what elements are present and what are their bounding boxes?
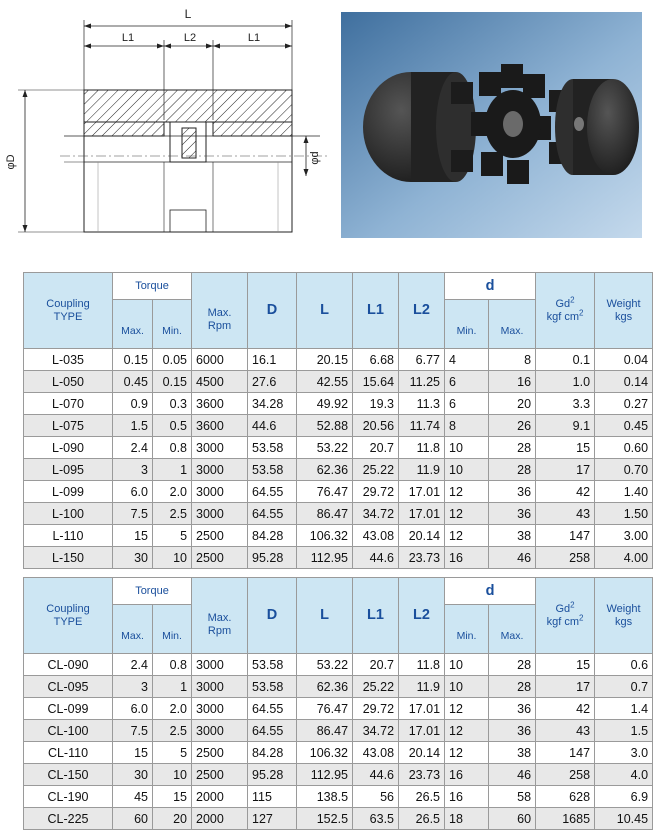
cell-d-min: 16 bbox=[445, 547, 489, 569]
cell-torque-max: 0.9 bbox=[113, 393, 153, 415]
cell-d-max: 36 bbox=[489, 503, 536, 525]
cell-d-max: 38 bbox=[489, 525, 536, 547]
cell-max-rpm: 2000 bbox=[192, 808, 248, 830]
dimension-L2-label: L2 bbox=[183, 32, 197, 44]
cell-gd2: 258 bbox=[536, 764, 595, 786]
cell-L: 76.47 bbox=[297, 481, 353, 503]
cell-L2: 6.77 bbox=[399, 349, 445, 371]
cell-weight: 0.6 bbox=[595, 654, 653, 676]
cell-torque-max: 3 bbox=[113, 676, 153, 698]
cell-D: 53.58 bbox=[248, 676, 297, 698]
cell-torque-max: 7.5 bbox=[113, 720, 153, 742]
header-d: d bbox=[445, 578, 536, 605]
cell-torque-max: 30 bbox=[113, 764, 153, 786]
cell-d-max: 28 bbox=[489, 459, 536, 481]
cell-type: CL-090 bbox=[24, 654, 113, 676]
cell-max-rpm: 3600 bbox=[192, 415, 248, 437]
dimension-L1-right-label: L1 bbox=[247, 32, 261, 44]
cell-gd2: 15 bbox=[536, 654, 595, 676]
header-coupling-type: Coupling TYPE bbox=[24, 578, 113, 654]
cell-L: 106.32 bbox=[297, 742, 353, 764]
cell-D: 115 bbox=[248, 786, 297, 808]
cell-L2: 20.14 bbox=[399, 742, 445, 764]
cell-max-rpm: 2000 bbox=[192, 786, 248, 808]
cell-L: 112.95 bbox=[297, 764, 353, 786]
cell-torque-min: 10 bbox=[153, 764, 192, 786]
cell-d-min: 18 bbox=[445, 808, 489, 830]
cell-weight: 0.04 bbox=[595, 349, 653, 371]
table-row bbox=[24, 764, 653, 786]
table-row bbox=[24, 786, 653, 808]
cell-gd2: 3.3 bbox=[536, 393, 595, 415]
cell-d-max: 60 bbox=[489, 808, 536, 830]
cell-L: 53.22 bbox=[297, 654, 353, 676]
cell-L: 62.36 bbox=[297, 459, 353, 481]
cell-max-rpm: 3000 bbox=[192, 503, 248, 525]
header-L2: L2 bbox=[399, 578, 445, 654]
cell-weight: 0.7 bbox=[595, 676, 653, 698]
cell-L1: 20.7 bbox=[353, 437, 399, 459]
cell-d-max: 28 bbox=[489, 437, 536, 459]
cell-L: 49.92 bbox=[297, 393, 353, 415]
gd2-unit-superscript: 2 bbox=[579, 307, 584, 317]
cell-D: 53.58 bbox=[248, 654, 297, 676]
header-torque-max: Max. bbox=[113, 300, 153, 349]
cell-torque-min: 0.05 bbox=[153, 349, 192, 371]
header-coupling-type: Coupling TYPE bbox=[24, 273, 113, 349]
cell-weight: 1.5 bbox=[595, 720, 653, 742]
cell-D: 53.58 bbox=[248, 459, 297, 481]
cell-L1: 20.56 bbox=[353, 415, 399, 437]
gd2-label: Gd bbox=[555, 297, 571, 310]
cell-L2: 17.01 bbox=[399, 720, 445, 742]
cell-d-min: 6 bbox=[445, 393, 489, 415]
dimension-L-label: L bbox=[184, 7, 192, 21]
header-torque-min: Min. bbox=[153, 605, 192, 654]
cell-d-min: 12 bbox=[445, 720, 489, 742]
cell-D: 95.28 bbox=[248, 547, 297, 569]
cell-weight: 0.27 bbox=[595, 393, 653, 415]
table-row bbox=[24, 654, 653, 676]
cell-gd2: 43 bbox=[536, 720, 595, 742]
cell-L2: 23.73 bbox=[399, 764, 445, 786]
cell-torque-min: 2.5 bbox=[153, 720, 192, 742]
cell-torque-max: 2.4 bbox=[113, 437, 153, 459]
cell-gd2: 147 bbox=[536, 525, 595, 547]
cell-max-rpm: 2500 bbox=[192, 525, 248, 547]
cell-L: 76.47 bbox=[297, 698, 353, 720]
cell-weight: 0.45 bbox=[595, 415, 653, 437]
table-row bbox=[24, 371, 653, 393]
table-row bbox=[24, 698, 653, 720]
cell-weight: 3.00 bbox=[595, 525, 653, 547]
cell-L1: 29.72 bbox=[353, 698, 399, 720]
cell-L2: 17.01 bbox=[399, 481, 445, 503]
cell-d-max: 28 bbox=[489, 654, 536, 676]
cell-gd2: 42 bbox=[536, 481, 595, 503]
cell-d-max: 28 bbox=[489, 676, 536, 698]
cell-torque-max: 0.15 bbox=[113, 349, 153, 371]
cell-torque-min: 0.5 bbox=[153, 415, 192, 437]
cell-type: CL-150 bbox=[24, 764, 113, 786]
header-L2: L2 bbox=[399, 273, 445, 349]
cell-weight: 1.50 bbox=[595, 503, 653, 525]
cell-d-max: 20 bbox=[489, 393, 536, 415]
cell-gd2: 1685 bbox=[536, 808, 595, 830]
header-torque: Torque bbox=[113, 273, 192, 300]
gd2-unit: kgf cm bbox=[546, 310, 579, 323]
gd2-unit: kgf cm bbox=[546, 615, 579, 628]
cell-d-min: 10 bbox=[445, 654, 489, 676]
cell-D: 64.55 bbox=[248, 698, 297, 720]
cell-D: 16.1 bbox=[248, 349, 297, 371]
cell-L2: 11.8 bbox=[399, 437, 445, 459]
header-d-max: Max. bbox=[489, 605, 536, 654]
spec-table-cl-series bbox=[23, 577, 653, 830]
gd2-unit-superscript: 2 bbox=[579, 612, 584, 622]
cell-D: 95.28 bbox=[248, 764, 297, 786]
cell-type: CL-225 bbox=[24, 808, 113, 830]
cell-gd2: 1.0 bbox=[536, 371, 595, 393]
cell-torque-max: 6.0 bbox=[113, 698, 153, 720]
dimension-D-label: φD bbox=[5, 154, 17, 170]
cell-type: L-090 bbox=[24, 437, 113, 459]
cell-type: L-150 bbox=[24, 547, 113, 569]
cell-L1: 20.7 bbox=[353, 654, 399, 676]
cell-torque-min: 15 bbox=[153, 786, 192, 808]
header-torque-min: Min. bbox=[153, 300, 192, 349]
cell-D: 84.28 bbox=[248, 742, 297, 764]
cell-L1: 6.68 bbox=[353, 349, 399, 371]
cell-L: 20.15 bbox=[297, 349, 353, 371]
cell-D: 64.55 bbox=[248, 481, 297, 503]
cell-max-rpm: 3000 bbox=[192, 654, 248, 676]
cell-L: 112.95 bbox=[297, 547, 353, 569]
spec-table-l-series bbox=[23, 272, 653, 569]
cell-d-min: 12 bbox=[445, 525, 489, 547]
cell-type: CL-099 bbox=[24, 698, 113, 720]
cell-L2: 23.73 bbox=[399, 547, 445, 569]
cell-L2: 20.14 bbox=[399, 525, 445, 547]
cell-torque-min: 1 bbox=[153, 676, 192, 698]
cell-max-rpm: 3000 bbox=[192, 481, 248, 503]
cell-max-rpm: 3600 bbox=[192, 393, 248, 415]
cell-L: 138.5 bbox=[297, 786, 353, 808]
header-L1: L1 bbox=[353, 273, 399, 349]
cell-torque-max: 15 bbox=[113, 742, 153, 764]
cell-torque-max: 0.45 bbox=[113, 371, 153, 393]
cell-d-max: 36 bbox=[489, 481, 536, 503]
cell-max-rpm: 3000 bbox=[192, 720, 248, 742]
cell-type: CL-190 bbox=[24, 786, 113, 808]
cell-torque-max: 15 bbox=[113, 525, 153, 547]
cell-torque-max: 7.5 bbox=[113, 503, 153, 525]
cell-torque-min: 2.5 bbox=[153, 503, 192, 525]
dimension-d-label: φd bbox=[309, 151, 321, 165]
table-row bbox=[24, 742, 653, 764]
cell-D: 34.28 bbox=[248, 393, 297, 415]
cell-torque-min: 5 bbox=[153, 742, 192, 764]
cell-torque-min: 0.3 bbox=[153, 393, 192, 415]
cell-max-rpm: 6000 bbox=[192, 349, 248, 371]
cell-L: 42.55 bbox=[297, 371, 353, 393]
cell-L: 86.47 bbox=[297, 503, 353, 525]
cell-torque-min: 1 bbox=[153, 459, 192, 481]
cell-d-min: 10 bbox=[445, 459, 489, 481]
table-row bbox=[24, 481, 653, 503]
cell-L1: 44.6 bbox=[353, 547, 399, 569]
header-d-min: Min. bbox=[445, 605, 489, 654]
cell-d-min: 16 bbox=[445, 764, 489, 786]
header-d-min: Min. bbox=[445, 300, 489, 349]
header-d: d bbox=[445, 273, 536, 300]
cell-d-max: 36 bbox=[489, 720, 536, 742]
table-row bbox=[24, 437, 653, 459]
cell-torque-min: 0.8 bbox=[153, 437, 192, 459]
cell-torque-min: 20 bbox=[153, 808, 192, 830]
header-L: L bbox=[297, 273, 353, 349]
cell-type: L-110 bbox=[24, 525, 113, 547]
cell-gd2: 628 bbox=[536, 786, 595, 808]
table-row bbox=[24, 503, 653, 525]
cell-L1: 29.72 bbox=[353, 481, 399, 503]
cell-gd2: 15 bbox=[536, 437, 595, 459]
cell-weight: 0.70 bbox=[595, 459, 653, 481]
table-row bbox=[24, 415, 653, 437]
gd2-label: Gd bbox=[555, 602, 571, 615]
cell-d-max: 8 bbox=[489, 349, 536, 371]
cell-torque-max: 45 bbox=[113, 786, 153, 808]
table-row bbox=[24, 808, 653, 830]
cell-max-rpm: 3000 bbox=[192, 459, 248, 481]
cell-L2: 11.25 bbox=[399, 371, 445, 393]
cell-d-max: 58 bbox=[489, 786, 536, 808]
cell-L: 86.47 bbox=[297, 720, 353, 742]
cell-L: 152.5 bbox=[297, 808, 353, 830]
cell-L2: 11.9 bbox=[399, 459, 445, 481]
cell-torque-min: 10 bbox=[153, 547, 192, 569]
table1-body bbox=[24, 349, 653, 569]
header-gd2 bbox=[536, 578, 595, 654]
header-weight: Weight kgs bbox=[595, 273, 653, 349]
cell-weight: 0.60 bbox=[595, 437, 653, 459]
cell-max-rpm: 3000 bbox=[192, 698, 248, 720]
cell-d-max: 46 bbox=[489, 764, 536, 786]
cell-L2: 11.74 bbox=[399, 415, 445, 437]
coupling-product-photo bbox=[341, 12, 642, 238]
cell-torque-min: 2.0 bbox=[153, 481, 192, 503]
table-row bbox=[24, 393, 653, 415]
cell-max-rpm: 2500 bbox=[192, 764, 248, 786]
cell-L1: 34.72 bbox=[353, 720, 399, 742]
coupling-dimension-drawing bbox=[0, 0, 330, 262]
cell-torque-min: 0.15 bbox=[153, 371, 192, 393]
cell-L2: 11.3 bbox=[399, 393, 445, 415]
cell-L2: 26.5 bbox=[399, 808, 445, 830]
cell-torque-max: 6.0 bbox=[113, 481, 153, 503]
header-weight: Weight kgs bbox=[595, 578, 653, 654]
cell-gd2: 0.1 bbox=[536, 349, 595, 371]
gd2-superscript: 2 bbox=[570, 599, 575, 609]
cell-d-min: 12 bbox=[445, 481, 489, 503]
cell-max-rpm: 3000 bbox=[192, 676, 248, 698]
cell-d-max: 46 bbox=[489, 547, 536, 569]
cell-torque-max: 2.4 bbox=[113, 654, 153, 676]
gd2-superscript: 2 bbox=[570, 294, 575, 304]
cell-L1: 25.22 bbox=[353, 676, 399, 698]
cell-d-min: 4 bbox=[445, 349, 489, 371]
cell-L: 106.32 bbox=[297, 525, 353, 547]
cell-L1: 43.08 bbox=[353, 525, 399, 547]
header-torque-max: Max. bbox=[113, 605, 153, 654]
cell-torque-min: 0.8 bbox=[153, 654, 192, 676]
cell-torque-min: 5 bbox=[153, 525, 192, 547]
cell-gd2: 43 bbox=[536, 503, 595, 525]
cell-weight: 3.0 bbox=[595, 742, 653, 764]
header-L: L bbox=[297, 578, 353, 654]
cell-gd2: 147 bbox=[536, 742, 595, 764]
cell-d-max: 36 bbox=[489, 698, 536, 720]
cell-L1: 19.3 bbox=[353, 393, 399, 415]
header-gd2 bbox=[536, 273, 595, 349]
cell-type: L-099 bbox=[24, 481, 113, 503]
table2-body bbox=[24, 654, 653, 830]
cell-d-min: 8 bbox=[445, 415, 489, 437]
cell-d-min: 10 bbox=[445, 676, 489, 698]
cell-d-max: 26 bbox=[489, 415, 536, 437]
cell-weight: 4.0 bbox=[595, 764, 653, 786]
cell-type: L-035 bbox=[24, 349, 113, 371]
cell-gd2: 42 bbox=[536, 698, 595, 720]
table-row bbox=[24, 349, 653, 371]
cell-type: L-070 bbox=[24, 393, 113, 415]
header-L1: L1 bbox=[353, 578, 399, 654]
table-row bbox=[24, 547, 653, 569]
cell-D: 44.6 bbox=[248, 415, 297, 437]
cell-gd2: 17 bbox=[536, 676, 595, 698]
cell-weight: 6.9 bbox=[595, 786, 653, 808]
cell-d-min: 10 bbox=[445, 437, 489, 459]
cell-weight: 1.4 bbox=[595, 698, 653, 720]
cell-torque-min: 2.0 bbox=[153, 698, 192, 720]
header-max-rpm: Max. Rpm bbox=[192, 273, 248, 349]
cell-L2: 17.01 bbox=[399, 503, 445, 525]
cell-D: 53.58 bbox=[248, 437, 297, 459]
header-d-max: Max. bbox=[489, 300, 536, 349]
dimension-L1-left-label: L1 bbox=[121, 32, 135, 44]
cell-d-min: 12 bbox=[445, 698, 489, 720]
cell-type: CL-100 bbox=[24, 720, 113, 742]
cell-type: L-075 bbox=[24, 415, 113, 437]
cell-weight: 4.00 bbox=[595, 547, 653, 569]
cell-d-max: 38 bbox=[489, 742, 536, 764]
cell-torque-max: 3 bbox=[113, 459, 153, 481]
header-max-rpm: Max. Rpm bbox=[192, 578, 248, 654]
cell-L: 52.88 bbox=[297, 415, 353, 437]
cell-max-rpm: 2500 bbox=[192, 547, 248, 569]
cell-L1: 34.72 bbox=[353, 503, 399, 525]
cell-D: 64.55 bbox=[248, 503, 297, 525]
cell-type: L-050 bbox=[24, 371, 113, 393]
cell-d-min: 12 bbox=[445, 742, 489, 764]
cell-type: CL-110 bbox=[24, 742, 113, 764]
cell-L1: 43.08 bbox=[353, 742, 399, 764]
cell-max-rpm: 4500 bbox=[192, 371, 248, 393]
cell-L2: 11.9 bbox=[399, 676, 445, 698]
cell-L2: 26.5 bbox=[399, 786, 445, 808]
cell-L: 62.36 bbox=[297, 676, 353, 698]
cell-gd2: 9.1 bbox=[536, 415, 595, 437]
cell-max-rpm: 2500 bbox=[192, 742, 248, 764]
cell-D: 84.28 bbox=[248, 525, 297, 547]
cell-L2: 17.01 bbox=[399, 698, 445, 720]
cell-gd2: 258 bbox=[536, 547, 595, 569]
cell-L: 53.22 bbox=[297, 437, 353, 459]
cell-type: CL-095 bbox=[24, 676, 113, 698]
table-row bbox=[24, 459, 653, 481]
table-row bbox=[24, 525, 653, 547]
cell-weight: 1.40 bbox=[595, 481, 653, 503]
table-row bbox=[24, 720, 653, 742]
cell-L1: 44.6 bbox=[353, 764, 399, 786]
cell-weight: 0.14 bbox=[595, 371, 653, 393]
header-D: D bbox=[248, 578, 297, 654]
cell-type: L-095 bbox=[24, 459, 113, 481]
cell-d-min: 12 bbox=[445, 503, 489, 525]
cell-gd2: 17 bbox=[536, 459, 595, 481]
cell-d-min: 16 bbox=[445, 786, 489, 808]
cell-torque-max: 1.5 bbox=[113, 415, 153, 437]
cell-d-min: 6 bbox=[445, 371, 489, 393]
cell-torque-max: 60 bbox=[113, 808, 153, 830]
header-torque: Torque bbox=[113, 578, 192, 605]
cell-torque-max: 30 bbox=[113, 547, 153, 569]
table-row bbox=[24, 676, 653, 698]
cell-max-rpm: 3000 bbox=[192, 437, 248, 459]
cell-L1: 15.64 bbox=[353, 371, 399, 393]
cell-D: 27.6 bbox=[248, 371, 297, 393]
cell-D: 127 bbox=[248, 808, 297, 830]
header-D: D bbox=[248, 273, 297, 349]
cell-D: 64.55 bbox=[248, 720, 297, 742]
cell-d-max: 16 bbox=[489, 371, 536, 393]
cell-L1: 25.22 bbox=[353, 459, 399, 481]
cell-type: L-100 bbox=[24, 503, 113, 525]
cell-L1: 56 bbox=[353, 786, 399, 808]
cell-weight: 10.45 bbox=[595, 808, 653, 830]
cell-L2: 11.8 bbox=[399, 654, 445, 676]
cell-L1: 63.5 bbox=[353, 808, 399, 830]
